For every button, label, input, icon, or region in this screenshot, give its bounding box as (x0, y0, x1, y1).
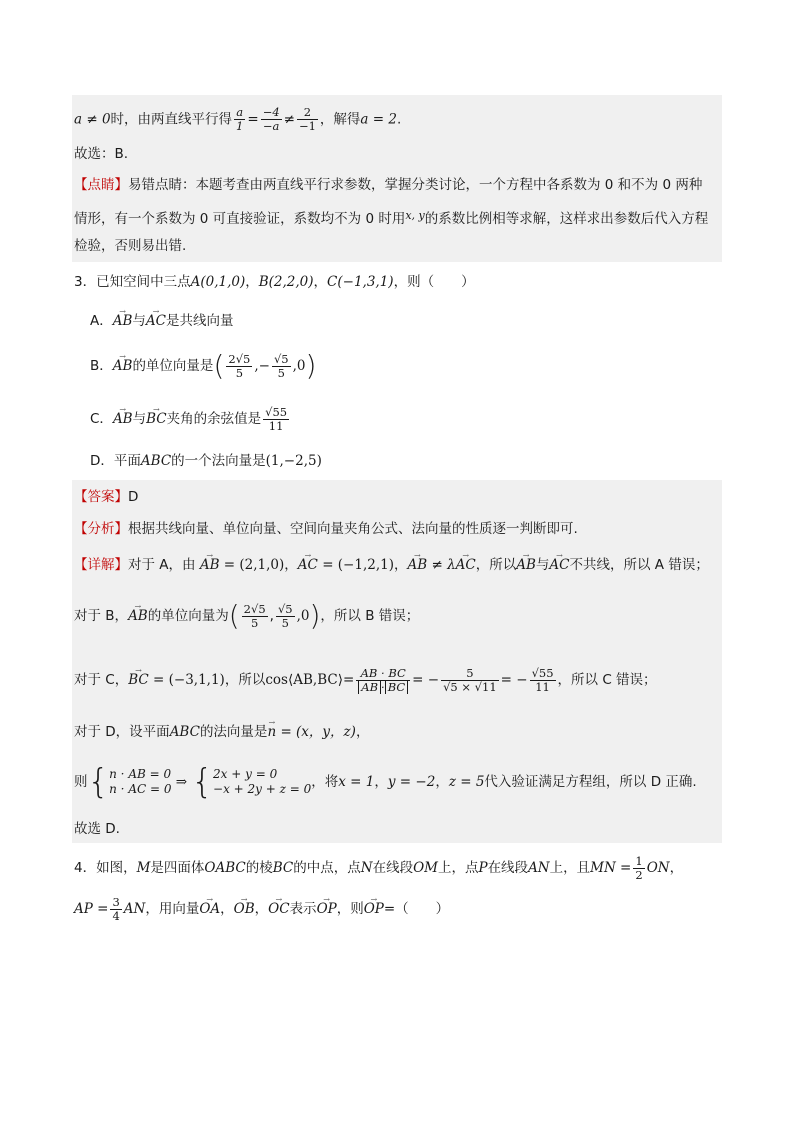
fraction: $\frac{3}{4}$ (112, 894, 120, 923)
prev-dianjing-1 (74, 175, 702, 195)
math: AN (123, 901, 146, 917)
text: ， (220, 901, 234, 917)
q3-stem (74, 272, 475, 292)
text: 不共线，所以 A 错误； (569, 557, 709, 573)
fraction: $\frac{√5}{5}$ (277, 601, 293, 630)
text: 表示 (289, 901, 317, 917)
vector: → AB (113, 402, 133, 436)
text: 3．已知空间中三点 (74, 274, 191, 290)
vector: → BC (146, 402, 167, 436)
math: a = 2 (360, 111, 397, 128)
vector: → AB (128, 598, 148, 634)
text: 与 (132, 411, 147, 427)
prev-choice: 故选：B. (74, 146, 129, 162)
math: y = −2 (387, 774, 436, 790)
math: = (−3,1,1) (153, 672, 225, 688)
q3-detail-e: 则{ n · AB = 0 n · AC = 0 ⇒ { 2x + y = 0 −x + 2y + z = 0 ，将x = 1，y = −2，z = 5代入验证满足方程组，所以 D 正确. (74, 762, 697, 802)
text: 对于 C， (74, 672, 129, 688)
fraction: $\frac{a}{1}$ (236, 105, 244, 133)
q3-answer (74, 487, 138, 507)
math: N (360, 860, 373, 876)
option-label: A． (90, 313, 113, 329)
math: = − (412, 672, 440, 688)
fraction: $\frac{AB \cdot BC}{AB \cdot BC}$ (356, 667, 410, 694)
equation-system: n · AB = 0 n · AC = 0 (109, 767, 172, 796)
text: ，所以 C 错误； (557, 672, 657, 688)
math: z = 5 (448, 774, 485, 790)
vector: → n (267, 722, 276, 742)
text: 时，由两直线平行得 (110, 111, 233, 128)
text: ， (245, 274, 259, 290)
math: BC (272, 860, 294, 876)
prev-line-1 (74, 106, 401, 133)
text: =（ ） (383, 901, 450, 917)
vector: → AB (113, 311, 133, 331)
text: ， (355, 724, 370, 740)
prev-dianjing-3: 检验，否则易出错. (74, 238, 187, 254)
dianjing-tag: 【点睛】 (74, 177, 128, 193)
detail-tag: 【详解】 (74, 557, 128, 573)
answer-tag: 【答案】 (74, 489, 128, 505)
answer: D (128, 489, 139, 505)
q3-option-d (90, 451, 322, 471)
text: 夹角的余弦值是 (166, 411, 262, 427)
text: 的棱 (245, 860, 273, 876)
text: 根据共线向量、单位向量、空间向量夹角公式、法向量的性质逐一判断即可. (128, 521, 578, 537)
math: ≠ λ (431, 557, 456, 573)
math: AP = (74, 901, 109, 917)
q3-detail-c (74, 660, 657, 700)
vector: → AC (298, 555, 318, 575)
math: = (342, 672, 355, 688)
math: = − (500, 672, 528, 688)
fraction: $\frac{√5}{5}$ (273, 351, 289, 380)
math: (1,−2,5) (265, 453, 322, 469)
text: ，所以 (224, 672, 266, 688)
math: = (−1,2,1) (322, 557, 394, 573)
text: 平面 (113, 453, 141, 469)
math: C(−1,3,1) (327, 274, 394, 290)
vector: → AC (146, 311, 166, 331)
math: x, y (405, 209, 425, 222)
math: MN = (590, 860, 632, 876)
vector: → OB (234, 893, 255, 925)
q3-analysis (74, 519, 578, 539)
fraction: $\frac{-4}{-a}$ (262, 105, 280, 133)
vector: → OC (268, 893, 289, 925)
text: ， (669, 860, 684, 876)
text: ， (313, 274, 328, 290)
math: AN (528, 860, 550, 876)
text: 对于 A，由 (128, 557, 196, 573)
text: 则 (74, 774, 88, 790)
analysis-tag: 【分析】 (74, 521, 128, 537)
text: 对于 D，设平面 (74, 724, 170, 740)
vector: → AB (516, 555, 536, 575)
text: 4．如图， (74, 860, 137, 876)
math: ≠ (283, 111, 295, 128)
math: ABC (140, 453, 172, 469)
text: 的法向量是 (199, 724, 268, 740)
q4-stem-2 (74, 893, 449, 925)
option-label: C． (90, 411, 113, 427)
text: ，所以 (475, 557, 517, 573)
text: 是共线向量 (166, 313, 234, 329)
math: OM (413, 860, 438, 876)
equation-system: 2x + y = 0 −x + 2y + z = 0 (213, 767, 312, 796)
text: 的单位向量是 (132, 358, 214, 374)
math: OABC (204, 860, 246, 876)
fraction: $\frac{2}{-1}$ (298, 105, 316, 133)
math: ,0 (292, 358, 306, 374)
text: ， (254, 901, 269, 917)
q4-stem-1 (74, 852, 683, 884)
text: 是四面体 (150, 860, 205, 876)
text: 的中点，点 (293, 860, 361, 876)
math: ,0 (296, 608, 310, 624)
math: = (247, 111, 259, 128)
q3-detail-b: 对于 B，→ AB的单位向量为( $\frac{2√5}{5}$ , $\frac{√5}{5}$ ,0)，所以 B 错误； (74, 598, 419, 634)
q3-choice: 故选 D. (74, 821, 120, 837)
text: ，将 (311, 774, 339, 790)
math: A(0,1,0) (190, 274, 246, 290)
math: ⇒ (175, 774, 188, 790)
q3-option-a (90, 311, 234, 331)
fraction: $\frac{√55}{11}$ (531, 665, 554, 694)
text: . (396, 111, 402, 128)
fraction: $\frac{1}{2}$ (635, 853, 643, 882)
math: ,− (254, 358, 270, 374)
text: ， (374, 774, 388, 790)
vector: → BC (128, 660, 149, 700)
text: 易错点睛：本题考查由两直线平行求参数，掌握分类讨论，一个方程中各系数为 0 和不为 0 两种 (128, 177, 703, 193)
vector: → OP (364, 893, 384, 925)
q3-detail-a: 【详解】对于 A，由 → AB = (2,1,0)，→ AC = (−1,2,1)，→ AB ≠ λ→ AC，所以→ AB与→ AC不共线，所以 A 错误； (74, 555, 709, 575)
math: = (2,1,0) (223, 557, 285, 573)
text: 的一个法向量是 (171, 453, 266, 469)
math: = (x，y，z) (280, 724, 356, 740)
text: 在线段 (487, 860, 529, 876)
q3-detail-d (74, 722, 369, 742)
math: ON (646, 860, 670, 876)
fraction: $\frac{2√5}{5}$ (243, 601, 266, 630)
text: ，用向量 (145, 901, 200, 917)
fraction: $\frac{5}{√5 \times √11}$ (443, 665, 497, 694)
math: cos⟨AB,BC⟩ (265, 672, 343, 688)
vector: → AB (113, 348, 133, 384)
fraction: $\frac{2√5}{5}$ (228, 351, 251, 380)
text: 对于 B， (74, 608, 129, 624)
text: 的系数比例相等求解，这样求出参数后代入方程 (424, 211, 709, 227)
text: 的单位向量为 (147, 608, 229, 624)
vector: → OP (317, 893, 337, 925)
vector: → OA (199, 893, 220, 925)
text: ，则（ ） (393, 274, 475, 290)
text: 上，且 (549, 860, 591, 876)
text: 在线段 (372, 860, 414, 876)
text: 代入验证满足方程组，所以 D 正确. (484, 774, 697, 790)
text: ，则 (336, 901, 364, 917)
math: ABC (169, 724, 200, 740)
q3-option-b: B．→ AB的单位向量是( $\frac{2√5}{5}$ ,− $\frac{√5}{5}$ ,0) (90, 348, 316, 384)
option-label: B． (90, 358, 113, 374)
text: 上，点 (437, 860, 479, 876)
q3-option-c (90, 402, 291, 436)
vector: → AC (549, 555, 569, 575)
math: B(2,2,0) (258, 274, 314, 290)
vector: → AC (456, 555, 476, 575)
prev-dianjing-2 (74, 206, 708, 229)
math: M (136, 860, 151, 876)
math: a ≠ 0 (74, 111, 111, 128)
text: ，所以 B 错误； (320, 608, 420, 624)
text: 情形，有一个系数为 0 可直接验证，系数均不为 0 时用 (74, 211, 406, 227)
text: ， (435, 774, 449, 790)
option-label: D． (90, 453, 114, 469)
text: ，解得 (319, 111, 361, 128)
vector: → AB (408, 555, 428, 575)
math: x = 1 (338, 774, 375, 790)
text: 与 (535, 557, 550, 573)
text: 与 (132, 313, 146, 329)
math: P (478, 860, 488, 876)
vector: → AB (200, 555, 220, 575)
fraction: $\frac{√55}{11}$ (265, 404, 288, 433)
